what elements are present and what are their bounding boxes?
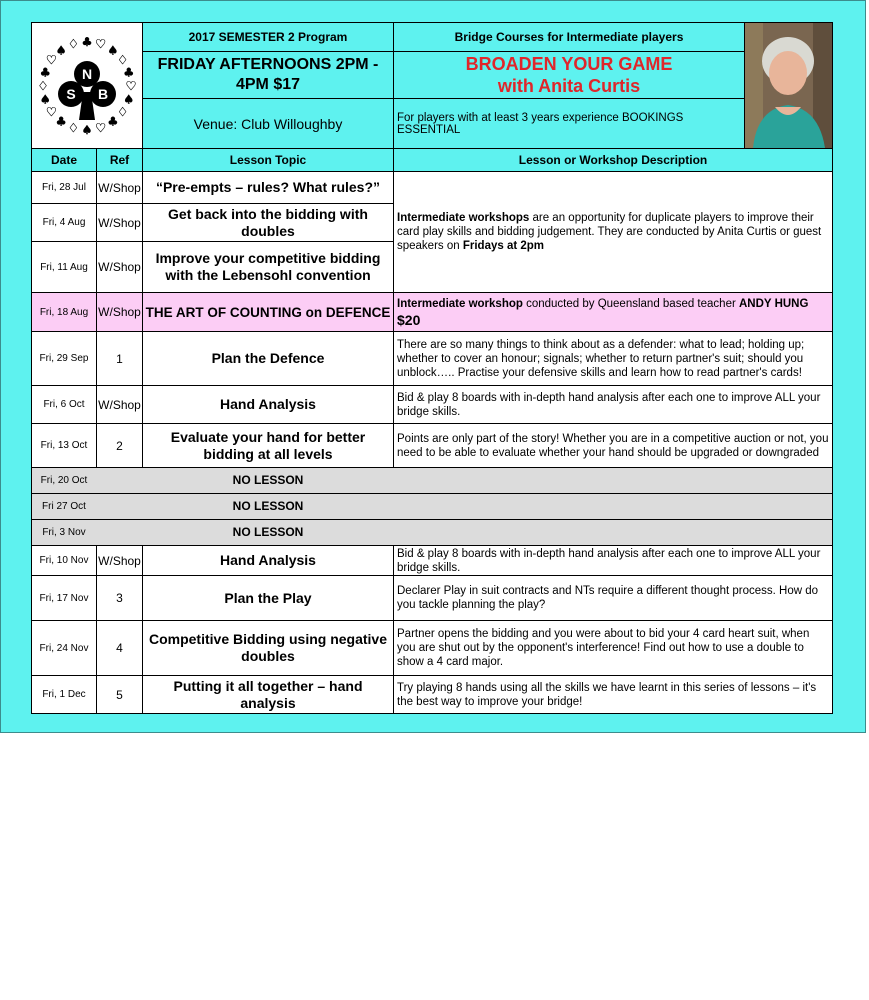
table-row-description: Bid & play 8 boards with in-depth hand analysis after each one to improve ALL your bridge skills. [393,545,833,576]
table-row-description: Try playing 8 hands using all the skills we have learnt in this series of lessons – it's the best way to improve your bridge! [393,675,833,714]
table-row-date: Fri 27 Oct [31,493,97,520]
table-row-date: Fri, 13 Oct [31,423,97,468]
logo-suit-icon: ♠ [81,122,93,137]
table-row-topic: “Pre-empts – rules? What rules?” [142,171,394,204]
guest-desc-text: conducted by Queensland based teacher [522,298,739,310]
table-row-topic: Plan the Defence [142,331,394,386]
table-row-date: Fri, 6 Oct [31,385,97,424]
table-row-description [393,519,833,546]
table-row-topic: Evaluate your hand for better bidding at all levels [142,423,394,468]
logo-suit-icon: ♥ [46,104,57,119]
table-row-topic: Get back into the bidding with doubles [142,203,394,242]
logo-emblem [35,30,139,142]
logo-letter-n: N [81,65,93,82]
logo-suit-icon: ♣ [81,34,93,49]
table-row-description: Points are only part of the story! Whether you are in a competitive auction or not, you need to be able to evaluate whether your hand should be upgraded or downgraded [393,423,833,468]
logo-suit-icon: ♦ [37,78,49,93]
table-row-date: Fri, 29 Sep [31,331,97,386]
portrait-image [745,23,832,148]
venue-label: Venue: Club Willoughby [142,98,394,149]
table-row-ref: 2 [96,423,143,468]
table-row-topic: THE ART OF COUNTING on DEFENCE [142,292,394,332]
session-time: FRIDAY AFTERNOONS 2PM - 4PM $17 [142,51,394,99]
guest-desc-bold: Intermediate workshop [397,298,523,310]
logo-suit-icon: ♥ [125,78,137,93]
col-header-date: Date [31,148,97,172]
logo-suit-icon: ♣ [39,64,51,79]
club-logo [31,22,143,149]
table-row-date: Fri, 3 Nov [31,519,97,546]
table-row-date: Fri, 20 Oct [31,467,97,494]
requirements-note: For players with at least 3 years experience BOOKINGS ESSENTIAL [393,98,745,149]
col-header-topic: Lesson Topic [142,148,394,172]
table-row-ref [96,467,143,494]
table-row-ref: 5 [96,675,143,714]
table-row-ref: W/Shop [96,241,143,293]
table-row-description: There are so many things to think about as a defender: what to lead; holding up; whether to cover an honour; signals; whether to return partner's suit; should you unblock….. Practise your defensive skills and learn how to read partner's cards! [393,331,833,386]
logo-suit-icon: ♣ [55,114,67,129]
table-row-ref: W/Shop [96,385,143,424]
table-row-date: Fri, 17 Nov [31,575,97,621]
table-row-date: Fri, 1 Dec [31,675,97,714]
workshop-description [393,171,833,293]
logo-suit-icon: ♥ [95,36,106,51]
table-row-description [393,467,833,494]
table-row-ref: W/Shop [96,203,143,242]
tagline: BROADEN YOUR GAME with Anita Curtis [393,51,745,99]
logo-suit-icon: ♣ [123,64,135,79]
course-title: Bridge Courses for Intermediate players [393,22,745,52]
logo-suit-icon: ♦ [68,36,79,51]
logo-suit-icon: ♣ [107,114,119,129]
teacher-photo [744,22,833,149]
table-row-topic: Competitive Bidding using negative doubles [142,620,394,676]
logo-suit-icon: ♠ [123,92,135,107]
table-row-ref: W/Shop [96,171,143,204]
logo-suit-icon: ♦ [68,120,79,135]
table-row-topic: Improve your competitive bidding with the Lebensohl convention [142,241,394,293]
logo-letter-s: S [66,85,76,102]
table-row-topic: NO LESSON [142,493,394,520]
program-table [31,22,833,714]
table-row-ref: 4 [96,620,143,676]
table-row-date: Fri, 28 Jul [31,171,97,204]
col-header-ref: Ref [96,148,143,172]
table-row-ref: 1 [96,331,143,386]
logo-suit-icon: ♠ [55,42,67,57]
table-row-topic: Hand Analysis [142,385,394,424]
table-row-topic: NO LESSON [142,519,394,546]
guest-price: $20 [397,312,421,328]
table-row-date: Fri, 10 Nov [31,545,97,576]
logo-suit-icon: ♥ [46,52,57,67]
workshop-desc-text: are an opportunity for duplicate players to improve their card play skills and bidding judgement. They are conducted by Anita Curtis or guest speakers on [397,212,822,252]
table-row-ref [96,519,143,546]
table-row-date: Fri, 24 Nov [31,620,97,676]
workshop-desc-day: Fridays at 2pm [462,240,545,252]
logo-letter-b: B [97,85,109,102]
logo-suit-icon: ♠ [39,92,51,107]
table-row-topic: Plan the Play [142,575,394,621]
table-row-ref [96,493,143,520]
table-row-topic: NO LESSON [142,467,394,494]
logo-suit-icon: ♦ [117,52,128,67]
logo-suit-icon: ♥ [95,120,106,135]
col-header-description: Lesson or Workshop Description [393,148,833,172]
semester-label: 2017 SEMESTER 2 Program [142,22,394,52]
table-row-date: Fri, 11 Aug [31,241,97,293]
guest-workshop-description [393,292,833,332]
logo-suit-icon: ♠ [107,42,119,57]
table-row-ref: 3 [96,575,143,621]
table-row-topic: Hand Analysis [142,545,394,576]
table-row-description [393,493,833,520]
table-row-ref: W/Shop [96,292,143,332]
workshop-desc-bold: Intermediate workshops [397,212,530,224]
table-row-topic: Putting it all together – hand analysis [142,675,394,714]
table-row-description: Declarer Play in suit contracts and NTs require a different thought process. How do you tackle planning the play? [393,575,833,621]
table-row-date: Fri, 4 Aug [31,203,97,242]
table-row-description: Partner opens the bidding and you were about to bid your 4 card heart suit, when you are shut out by the opponent's interference! Find out how to use a double to show a 4 card major. [393,620,833,676]
guest-teacher-name: ANDY HUNG [739,298,809,310]
table-row-description: Bid & play 8 boards with in-depth hand analysis after each one to improve ALL your bridge skills. [393,385,833,424]
table-row-date: Fri, 18 Aug [31,292,97,332]
logo-suit-icon: ♦ [117,104,128,119]
table-row-ref: W/Shop [96,545,143,576]
